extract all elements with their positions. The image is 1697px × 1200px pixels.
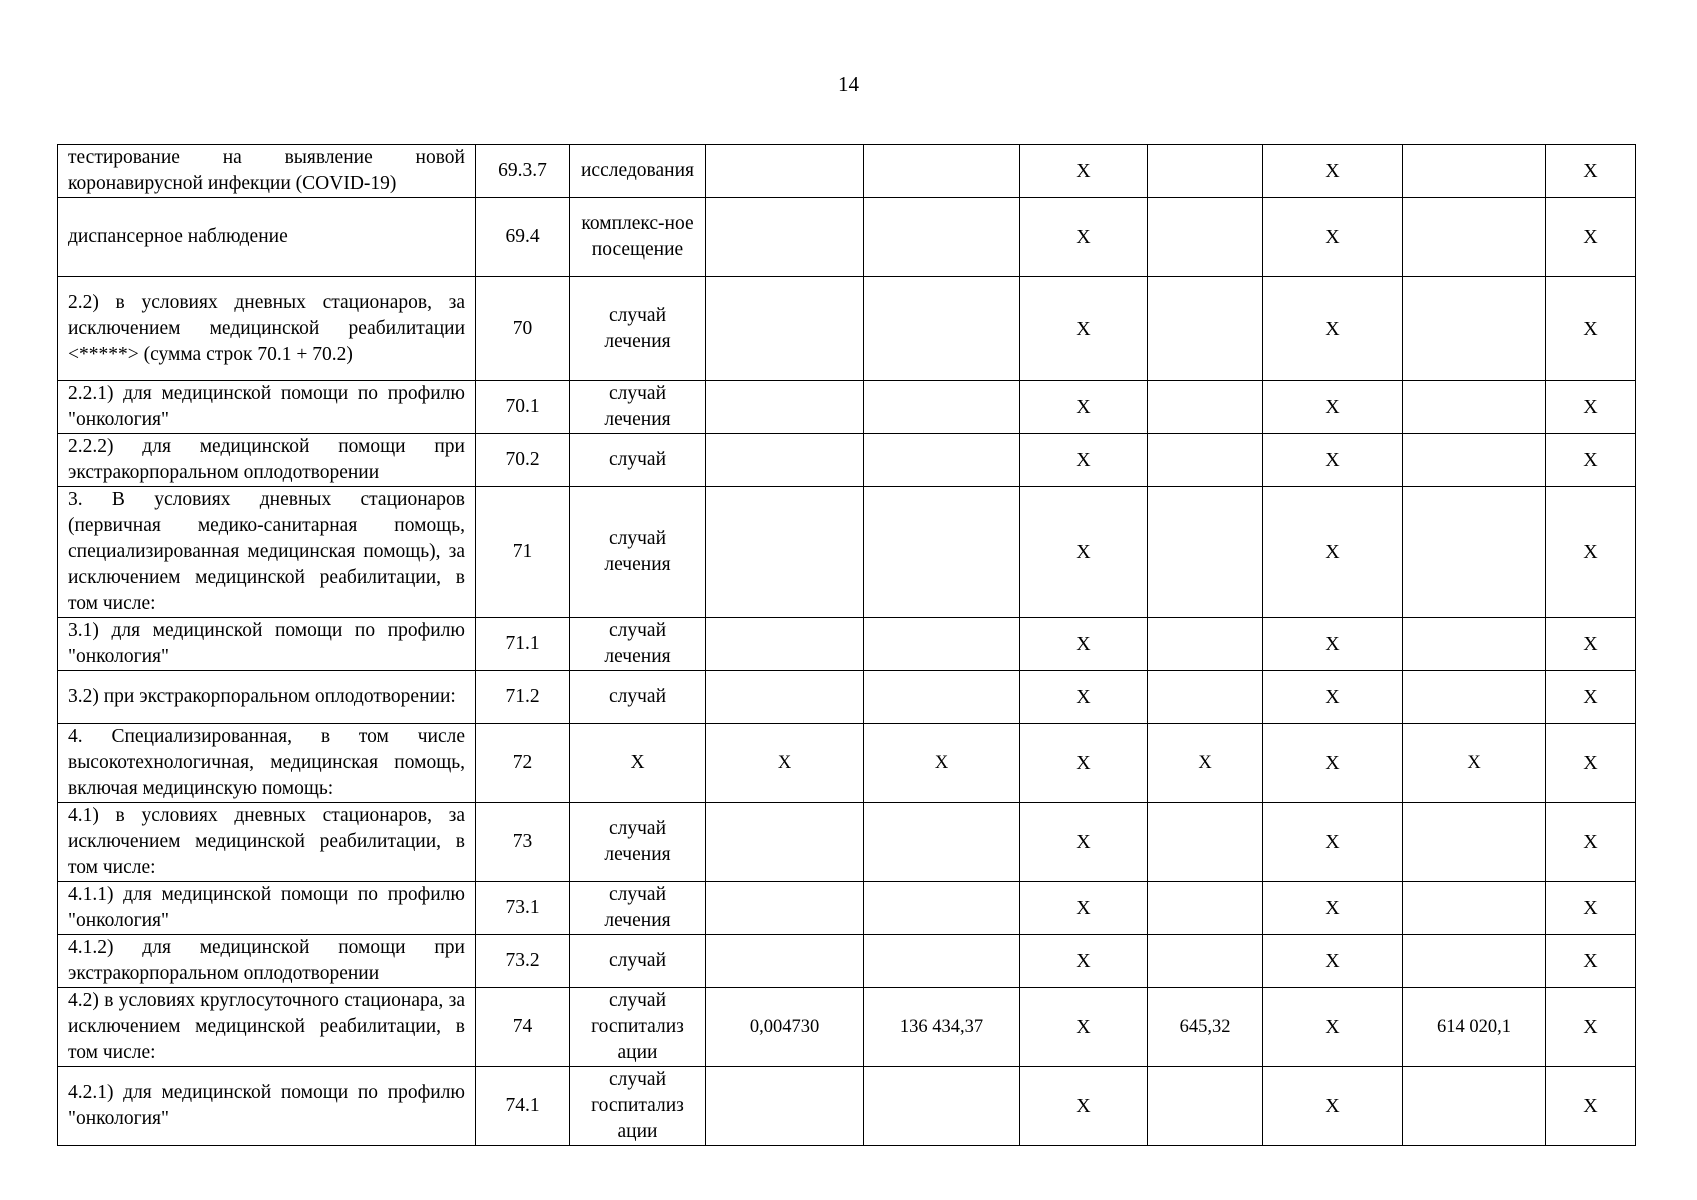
cost-norm-cell: [864, 277, 1020, 381]
cost-norm-cell: [864, 882, 1020, 935]
row-name-cell: 3.2) при экстракорпоральном оплодотворении:: [58, 671, 476, 724]
table-row: [58, 882, 1636, 935]
col10-cell: X: [1546, 198, 1636, 277]
data-table: [57, 144, 1636, 1146]
col9-cell: [1403, 381, 1546, 434]
row-code-cell: 69.3.7: [476, 145, 570, 198]
col6-cell: X: [1020, 145, 1148, 198]
col9-cell: [1403, 434, 1546, 487]
col7-cell: [1148, 882, 1263, 935]
col9-cell: [1403, 1067, 1546, 1146]
col10-cell: X: [1546, 487, 1636, 618]
col10-cell: X: [1546, 618, 1636, 671]
col9-cell: [1403, 198, 1546, 277]
col8-cell: X: [1263, 988, 1403, 1067]
row-code-cell: 71.1: [476, 618, 570, 671]
table-row: [58, 935, 1636, 988]
col7-cell: X: [1148, 724, 1263, 803]
volume-norm-cell: [706, 381, 864, 434]
col10-cell: X: [1546, 671, 1636, 724]
row-name-cell: 4.1) в условиях дневных стационаров, за исключением медицинской реабилитации, в том числе:: [58, 803, 476, 882]
col9-cell: [1403, 803, 1546, 882]
volume-norm-cell: [706, 198, 864, 277]
col10-cell: X: [1546, 145, 1636, 198]
table-row: [58, 277, 1636, 381]
row-code-cell: 73: [476, 803, 570, 882]
table-row: [58, 145, 1636, 198]
col6-cell: X: [1020, 1067, 1148, 1146]
col10-cell: X: [1546, 803, 1636, 882]
col7-cell: [1148, 145, 1263, 198]
unit-cell: случай: [570, 434, 706, 487]
col6-cell: X: [1020, 935, 1148, 988]
unit-cell: случай лечения: [570, 803, 706, 882]
volume-norm-cell: 0,004730: [706, 988, 864, 1067]
col9-cell: [1403, 618, 1546, 671]
cost-norm-cell: [864, 935, 1020, 988]
row-name-cell: 4.1.1) для медицинской помощи по профилю "онкология": [58, 882, 476, 935]
col8-cell: X: [1263, 487, 1403, 618]
col6-cell: X: [1020, 882, 1148, 935]
cost-norm-cell: [864, 1067, 1020, 1146]
col10-cell: X: [1546, 1067, 1636, 1146]
table-row: [58, 724, 1636, 803]
cost-norm-cell: [864, 671, 1020, 724]
unit-cell: случай госпитализ ации: [570, 1067, 706, 1146]
col6-cell: X: [1020, 198, 1148, 277]
col7-cell: [1148, 803, 1263, 882]
col9-cell: [1403, 487, 1546, 618]
col7-cell: [1148, 277, 1263, 381]
cost-norm-cell: [864, 803, 1020, 882]
col6-cell: X: [1020, 671, 1148, 724]
col8-cell: X: [1263, 935, 1403, 988]
col7-cell: [1148, 487, 1263, 618]
col7-cell: [1148, 618, 1263, 671]
unit-cell: случай лечения: [570, 882, 706, 935]
col9-cell: [1403, 935, 1546, 988]
col6-cell: X: [1020, 277, 1148, 381]
unit-cell: случай лечения: [570, 487, 706, 618]
col6-cell: X: [1020, 487, 1148, 618]
volume-norm-cell: [706, 882, 864, 935]
volume-norm-cell: [706, 145, 864, 198]
col9-cell: X: [1403, 724, 1546, 803]
row-name-cell: диспансерное наблюдение: [58, 198, 476, 277]
col10-cell: X: [1546, 882, 1636, 935]
cost-norm-cell: [864, 618, 1020, 671]
unit-cell: случай: [570, 671, 706, 724]
table-row: [58, 434, 1636, 487]
col10-cell: X: [1546, 724, 1636, 803]
table-row: [58, 1067, 1636, 1146]
col8-cell: X: [1263, 381, 1403, 434]
col9-cell: [1403, 671, 1546, 724]
col8-cell: X: [1263, 618, 1403, 671]
row-code-cell: 70.2: [476, 434, 570, 487]
col9-cell: [1403, 882, 1546, 935]
unit-cell: случай лечения: [570, 618, 706, 671]
volume-norm-cell: [706, 277, 864, 381]
cost-norm-cell: [864, 381, 1020, 434]
col6-cell: X: [1020, 724, 1148, 803]
col9-cell: 614 020,1: [1403, 988, 1546, 1067]
col7-cell: [1148, 381, 1263, 434]
col8-cell: X: [1263, 434, 1403, 487]
cost-norm-cell: 136 434,37: [864, 988, 1020, 1067]
col8-cell: X: [1263, 882, 1403, 935]
row-name-cell: 3.1) для медицинской помощи по профилю "онкология": [58, 618, 476, 671]
table-row: [58, 487, 1636, 618]
cost-norm-cell: X: [864, 724, 1020, 803]
cost-norm-cell: [864, 198, 1020, 277]
volume-norm-cell: [706, 487, 864, 618]
col8-cell: X: [1263, 724, 1403, 803]
volume-norm-cell: [706, 1067, 864, 1146]
volume-norm-cell: [706, 803, 864, 882]
row-name-cell: 2.2.1) для медицинской помощи по профилю "онкология": [58, 381, 476, 434]
col10-cell: X: [1546, 434, 1636, 487]
cost-norm-cell: [864, 434, 1020, 487]
unit-cell: случай: [570, 935, 706, 988]
table-row: [58, 198, 1636, 277]
volume-norm-cell: X: [706, 724, 864, 803]
row-code-cell: 70.1: [476, 381, 570, 434]
table-row: [58, 618, 1636, 671]
col6-cell: X: [1020, 618, 1148, 671]
row-code-cell: 73.2: [476, 935, 570, 988]
table-row: [58, 381, 1636, 434]
col7-cell: [1148, 198, 1263, 277]
table-row: [58, 803, 1636, 882]
table-row: [58, 988, 1636, 1067]
unit-cell: комплекс-ное посещение: [570, 198, 706, 277]
col6-cell: X: [1020, 381, 1148, 434]
row-code-cell: 74: [476, 988, 570, 1067]
col7-cell: [1148, 935, 1263, 988]
unit-cell: случай лечения: [570, 381, 706, 434]
col8-cell: X: [1263, 1067, 1403, 1146]
col8-cell: X: [1263, 145, 1403, 198]
col6-cell: X: [1020, 988, 1148, 1067]
unit-cell: исследования: [570, 145, 706, 198]
col7-cell: [1148, 671, 1263, 724]
col7-cell: [1148, 1067, 1263, 1146]
row-name-cell: 4.2.1) для медицинской помощи по профилю "онкология": [58, 1067, 476, 1146]
col6-cell: X: [1020, 434, 1148, 487]
col9-cell: [1403, 277, 1546, 381]
row-name-cell: 2.2) в условиях дневных стационаров, за исключением медицинской реабилитации <*****> (сумма строк 70.1 + 70.2): [58, 277, 476, 381]
col10-cell: X: [1546, 935, 1636, 988]
col9-cell: [1403, 145, 1546, 198]
col10-cell: X: [1546, 277, 1636, 381]
unit-cell: X: [570, 724, 706, 803]
row-code-cell: 71: [476, 487, 570, 618]
volume-norm-cell: [706, 618, 864, 671]
row-code-cell: 74.1: [476, 1067, 570, 1146]
table-row: [58, 671, 1636, 724]
row-name-cell: 4.2) в условиях круглосуточного стационара, за исключением медицинской реабилитации, в том числе:: [58, 988, 476, 1067]
col7-cell: 645,32: [1148, 988, 1263, 1067]
page-number: 14: [838, 72, 859, 96]
col8-cell: X: [1263, 277, 1403, 381]
cost-norm-cell: [864, 487, 1020, 618]
row-name-cell: 4.1.2) для медицинской помощи при экстракорпоральном оплодотворении: [58, 935, 476, 988]
volume-norm-cell: [706, 434, 864, 487]
row-code-cell: 72: [476, 724, 570, 803]
row-name-cell: тестирование на выявление новой коронавирусной инфекции (COVID-19): [58, 145, 476, 198]
col7-cell: [1148, 434, 1263, 487]
row-name-cell: 3. В условиях дневных стационаров (первичная медико-санитарная помощь, специализированная медицинская помощь), за исключением медицинской реабилитации, в том числе:: [58, 487, 476, 618]
row-code-cell: 73.1: [476, 882, 570, 935]
row-name-cell: 2.2.2) для медицинской помощи при экстракорпоральном оплодотворении: [58, 434, 476, 487]
cost-norm-cell: [864, 145, 1020, 198]
row-code-cell: 70: [476, 277, 570, 381]
col8-cell: X: [1263, 803, 1403, 882]
col10-cell: X: [1546, 381, 1636, 434]
col10-cell: X: [1546, 988, 1636, 1067]
row-name-cell: 4. Специализированная, в том числе высокотехнологичная, медицинская помощь, включая медицинскую помощь:: [58, 724, 476, 803]
volume-norm-cell: [706, 935, 864, 988]
unit-cell: случай лечения: [570, 277, 706, 381]
row-code-cell: 71.2: [476, 671, 570, 724]
unit-cell: случай госпитализ ации: [570, 988, 706, 1067]
col6-cell: X: [1020, 803, 1148, 882]
volume-norm-cell: [706, 671, 864, 724]
col8-cell: X: [1263, 671, 1403, 724]
col8-cell: X: [1263, 198, 1403, 277]
row-code-cell: 69.4: [476, 198, 570, 277]
